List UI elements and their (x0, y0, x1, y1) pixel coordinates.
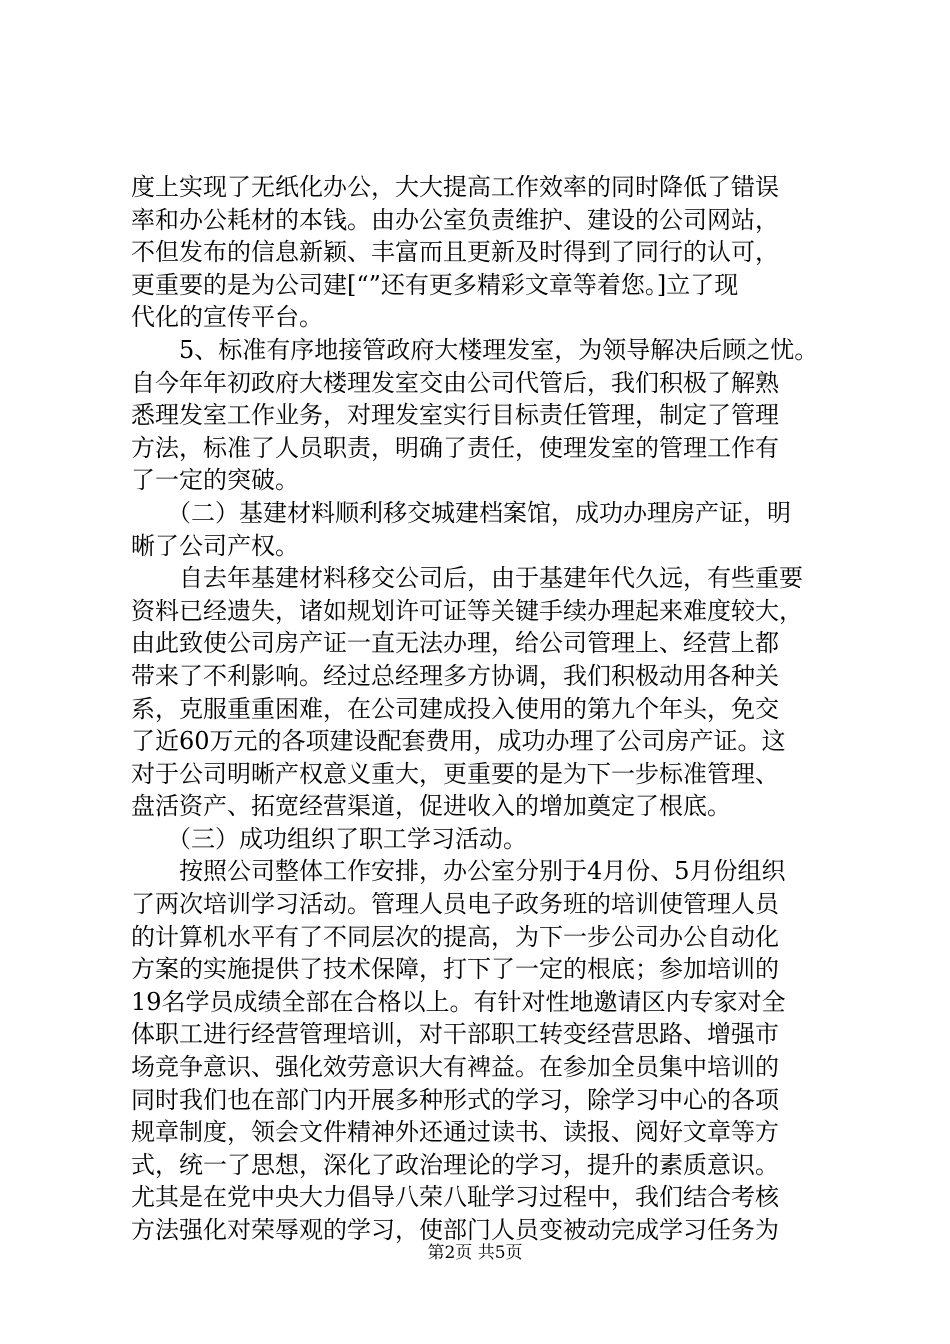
text-line: 同时我们也在部门内开展多种形式的学习，除学习中心的各项 (131, 1085, 779, 1114)
text-line: 19名学员成绩全部在合格以上。有针对性地邀请区内专家对全 (131, 987, 786, 1016)
text-line: 悉理发室工作业务，对理发室实行目标责任管理，制定了管理 (131, 401, 779, 430)
text-line: 的计算机水平有了不同层次的提高，为下一步公司办公自动化 (131, 922, 779, 951)
text-line: 对于公司明晰产权意义重大，更重要的是为下一步标准管理、 (131, 759, 779, 788)
text-line: 更重要的是为公司建[“”还有更多精彩文章等着您。]立了现 (131, 270, 739, 299)
text-line: 式，统一了思想，深化了政治理论的学习，提升的素质意识。 (131, 1150, 779, 1179)
text-line: 系，克服重重困难，在公司建成投入使用的第九个年头，免交 (131, 694, 779, 723)
text-line: 晰了公司产权。 (131, 531, 299, 560)
text-line: 度上实现了无纸化办公，大大提高工作效率的同时降低了错误 (131, 173, 779, 201)
text-line: 自去年基建材料移交公司后，由于基建年代久远，有些重要 (131, 564, 803, 593)
text-line: 不但发布的信息新颖、丰富而且更新及时得到了同行的认可， (131, 238, 779, 267)
text-line: （二）基建材料顺利移交城建档案馆，成功办理房产证，明 (131, 498, 791, 527)
text-line: （三）成功组织了职工学习活动。 (131, 824, 527, 853)
text-line: 资料已经遗失，诸如规划许可证等关键手续办理起来难度较大， (131, 596, 803, 625)
text-line: 率和办公耗材的本钱。由办公室负责维护、建设的公司网站， (131, 205, 779, 234)
text-line: 方法，标准了人员职责，明确了责任，使理发室的管理工作有 (131, 433, 779, 462)
text-line: 带来了不利影响。经过总经理多方协调，我们积极动用各种关 (131, 661, 779, 690)
text-line: 方法强化对荣辱观的学习，使部门人员变被动完成学习任务为 (131, 1216, 779, 1244)
body-text (131, 171, 831, 1247)
text-line: 盘活资产、拓宽经营渠道，促进收入的增加奠定了根底。 (131, 792, 731, 821)
text-line: 5、标准有序地接管政府大楼理发室，为领导解决后顾之忧。 (131, 335, 819, 364)
text-line: 了一定的突破。 (131, 466, 299, 495)
text-line: 规章制度，领会文件精神外还通过读书、读报、阅好文章等方 (131, 1118, 779, 1147)
text-line: 场竞争意识、强化效劳意识大有裨益。在参加全员集中培训的 (131, 1053, 779, 1082)
text-line: 了两次培训学习活动。管理人员电子政务班的培训使管理人员 (131, 890, 779, 919)
text-line: 尤其是在党中央大力倡导八荣八耻学习过程中，我们结合考核 (131, 1183, 779, 1212)
text-line: 代化的宣传平台。 (131, 303, 323, 332)
page-footer: 第2页 共5页 (427, 1243, 523, 1263)
text-line: 方案的实施提供了技术保障，打下了一定的根底；参加培训的 (131, 955, 779, 984)
text-line: 了近60万元的各项建设配套费用，成功办理了公司房产证。这 (131, 727, 786, 756)
text-line: 自今年年初政府大楼理发室交由公司代管后，我们积极了解熟 (131, 368, 779, 397)
text-line: 体职工进行经营管理培训，对干部职工转变经营思路、增强市 (131, 1020, 779, 1049)
text-line: 由此致使公司房产证一直无法办理，给公司管理上、经营上都 (131, 629, 779, 658)
text-line: 按照公司整体工作安排，办公室分别于4月份、5月份组织 (131, 857, 786, 886)
